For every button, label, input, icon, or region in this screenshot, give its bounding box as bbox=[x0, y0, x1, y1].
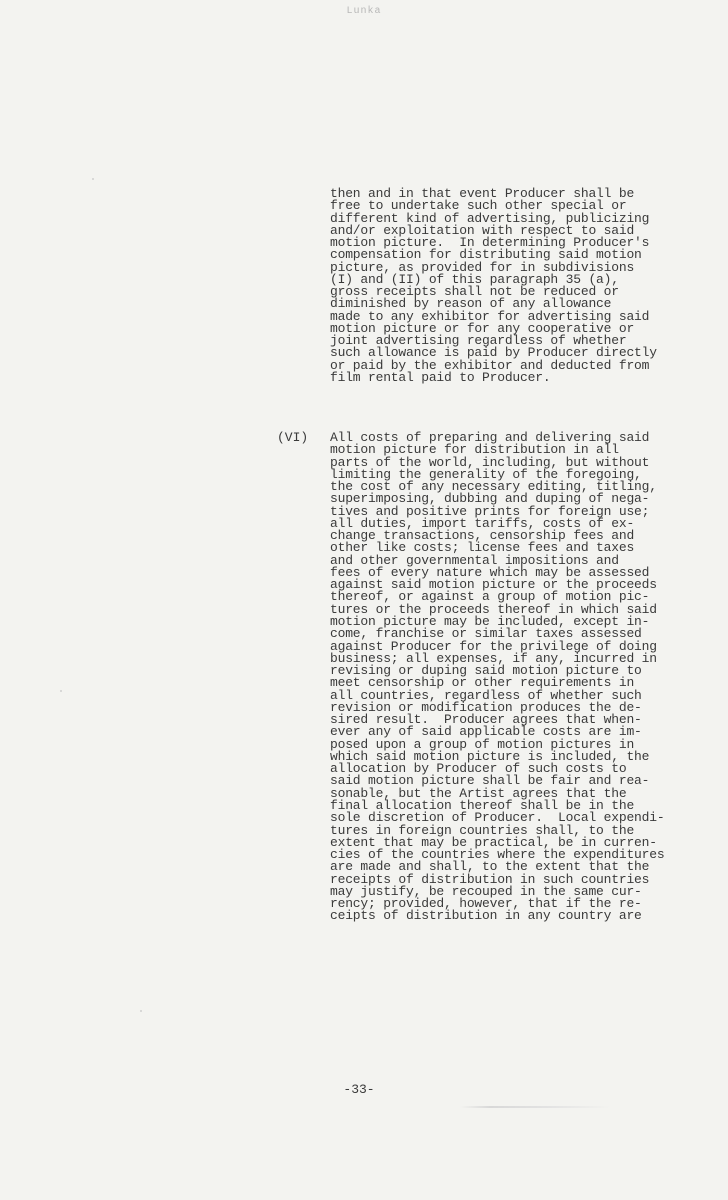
text-line: motion picture for distribution in all bbox=[330, 442, 619, 458]
scan-speck bbox=[60, 690, 62, 692]
text-line: motion picture may be included, except in- bbox=[330, 613, 650, 629]
text-line: ever any of said applicable costs are im- bbox=[330, 724, 642, 740]
text-line: ceipts of distribution in any country are bbox=[330, 908, 642, 924]
text-line: against Producer for the privilege of doing bbox=[330, 638, 657, 654]
text-line: other like costs; license fees and taxes bbox=[330, 540, 635, 556]
text-line: then and in that event Producer shall be bbox=[330, 186, 635, 201]
section-label-vi: (VI) bbox=[277, 430, 309, 445]
text-line: and other governmental impositions and bbox=[330, 552, 619, 568]
text-line: all countries, regardless of whether such bbox=[330, 687, 642, 703]
continuation-paragraph bbox=[330, 188, 720, 384]
text-line: sired result. Producer agrees that when- bbox=[330, 712, 642, 728]
text-line: free to undertake such other special or bbox=[330, 198, 627, 214]
text-line: extent that may be practical, be in curren- bbox=[330, 834, 657, 850]
text-line: sonable, but the Artist agrees that the bbox=[330, 785, 627, 801]
text-line: gross receipts shall not be reduced or bbox=[330, 284, 619, 300]
text-line: tures or the proceeds thereof in which said bbox=[330, 601, 657, 617]
text-line: made to any exhibitor for advertising said bbox=[330, 308, 650, 324]
text-line: meet censorship or other requirements in bbox=[330, 675, 635, 691]
text-line: the cost of any necessary editing, titling, bbox=[330, 479, 657, 495]
text-line: and/or exploitation with respect to said bbox=[330, 222, 635, 238]
text-line: may justify, be recouped in the same cur- bbox=[330, 883, 642, 899]
text-line: change transactions, censorship fees and bbox=[330, 528, 635, 544]
text-line: or paid by the exhibitor and deducted from bbox=[330, 357, 650, 373]
section-vi-paragraph bbox=[330, 432, 720, 923]
text-line: picture, as provided for in subdivisions bbox=[330, 259, 635, 275]
text-line: All costs of preparing and delivering said bbox=[330, 430, 650, 445]
text-line: posed upon a group of motion pictures in bbox=[330, 736, 635, 752]
page-number-text: -33- bbox=[343, 1082, 375, 1097]
scan-smudge bbox=[460, 1106, 610, 1108]
text-line: diminished by reason of any allowance bbox=[330, 296, 612, 312]
text-line: receipts of distribution in such countries bbox=[330, 871, 650, 887]
text-line: parts of the world, including, but without bbox=[330, 454, 650, 470]
text-line: allocation by Producer of such costs to bbox=[330, 761, 627, 777]
text-line: different kind of advertising, publicizing bbox=[330, 210, 650, 226]
text-line: revision or modification produces the de- bbox=[330, 699, 642, 715]
text-line: motion picture. In determining Producer's bbox=[330, 235, 650, 251]
scan-speck bbox=[140, 1010, 142, 1012]
text-line: limiting the generality of the foregoing, bbox=[330, 466, 642, 482]
text-line: come, franchise or similar taxes assessed bbox=[330, 626, 642, 642]
text-line: compensation for distributing said motion bbox=[330, 247, 642, 263]
text-line: which said motion picture is included, the bbox=[330, 748, 650, 764]
scan-speck bbox=[92, 178, 94, 180]
text-line: cies of the countries where the expenditures bbox=[330, 847, 665, 863]
text-line: against said motion picture or the proceeds bbox=[330, 577, 657, 593]
text-line: business; all expenses, if any, incurred in bbox=[330, 650, 657, 666]
text-line: said motion picture shall be fair and rea- bbox=[330, 773, 650, 789]
text-line: rency; provided, however, that if the re- bbox=[330, 896, 642, 912]
text-line: such allowance is paid by Producer directly bbox=[330, 345, 657, 361]
text-line: are made and shall, to the extent that the bbox=[330, 859, 650, 875]
text-line: sole discretion of Producer. Local expendi- bbox=[330, 810, 665, 826]
text-line: all duties, import tariffs, costs of ex- bbox=[330, 515, 635, 531]
text-line: final allocation thereof shall be in the bbox=[330, 797, 635, 813]
text-line: revising or duping said motion picture to bbox=[330, 663, 642, 679]
text-line: joint advertising regardless of whether bbox=[330, 333, 627, 349]
text-line: superimposing, dubbing and duping of nega- bbox=[330, 491, 650, 507]
text-line: film rental paid to Producer. bbox=[330, 369, 551, 385]
text-line: fees of every nature which may be assessed bbox=[330, 564, 650, 580]
header-mark: Lunka bbox=[346, 6, 382, 17]
text-line: thereof, or against a group of motion pic- bbox=[330, 589, 650, 605]
text-line: tives and positive prints for foreign use; bbox=[330, 503, 650, 519]
text-line: motion picture or for any cooperative or bbox=[330, 320, 635, 336]
text-line: (I) and (II) of this paragraph 35 (a), bbox=[330, 271, 619, 287]
page-number bbox=[0, 1082, 728, 1097]
text-line: tures in foreign countries shall, to the bbox=[330, 822, 635, 838]
